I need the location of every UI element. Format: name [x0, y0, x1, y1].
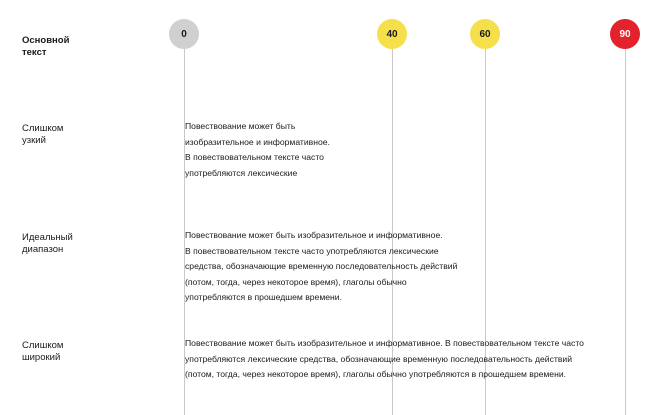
- header-label: Основной текст: [22, 35, 70, 58]
- marker-60: [470, 19, 500, 49]
- marker-40: [377, 19, 407, 49]
- row-label-ideal: Идеальный диапазон: [22, 232, 73, 255]
- marker-0: [169, 19, 199, 49]
- sample-text-wide: Повествование может быть изобразительное и информативное. В повествовательном тексте часто употребляются лексические средства, обозначающие временную последовательность действий (потом, тогда, через некоторое время), глаголы обычно употребляются в прошедшем времени.: [185, 338, 584, 379]
- sample-text-narrow: Повествование может быть изобразительное и информативное. В повествовательном тексте часто употребляются лексические: [185, 121, 330, 178]
- row-label-wide: Слишком широкий: [22, 340, 64, 363]
- row-label-narrow: Слишком узкий: [22, 123, 64, 146]
- marker-value: 90: [619, 28, 631, 40]
- marker-value: 40: [386, 28, 398, 40]
- guide-line-90: [625, 49, 626, 415]
- sample-text-ideal: Повествование может быть изобразительное и информативное. В повествовательном тексте часто употребляются лексические средства, обозначающие временную последовательность действий (потом, тогда, через некоторое время), глаголы обычно употребляются в прошедшем времени.: [185, 230, 458, 302]
- marker-value: 60: [479, 28, 491, 40]
- marker-90: [610, 19, 640, 49]
- marker-value: 0: [181, 28, 187, 40]
